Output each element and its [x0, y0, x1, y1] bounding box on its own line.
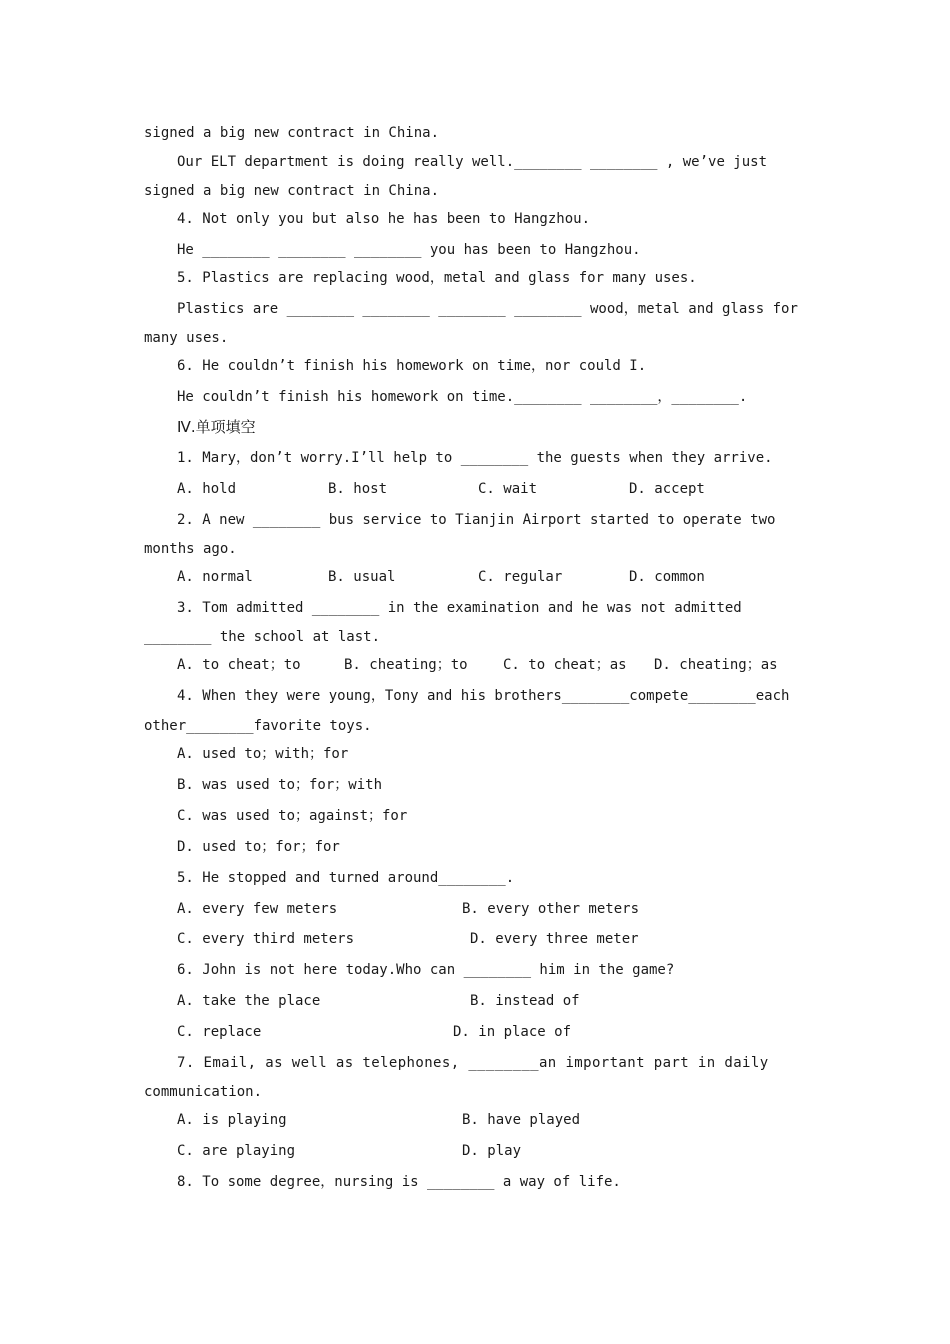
question-stem: 7. Email, as well as telephones, ________an important part in daily [177, 1055, 769, 1071]
option-d: D. cheating；as [654, 657, 778, 673]
section-heading: Ⅳ.单项填空 [177, 418, 256, 436]
option-c: C. replace [177, 1024, 262, 1040]
option-b: B. every other meters [462, 901, 640, 917]
option-a: A. normal [177, 569, 253, 585]
option-d: D. play [462, 1143, 522, 1159]
option-c: C. to cheat；as [503, 657, 627, 673]
text-line: He couldn’t finish his homework on time.________ ________，________. [177, 389, 748, 405]
option-b: B. host [328, 481, 388, 497]
text-fragment: Our ELT department is doing really well.________ ________ , we’ve just [177, 154, 768, 170]
option-c: C. regular [478, 569, 563, 585]
text-line: many uses. [144, 330, 229, 346]
option-b: B. instead of [470, 993, 580, 1009]
text-line: ________ the school at last. [144, 629, 381, 645]
text-line: signed a big new contract in China. [144, 183, 440, 199]
option-d: D. in place of [453, 1024, 572, 1040]
option-a: A. take the place [177, 993, 321, 1009]
option-b: B. have played [462, 1112, 581, 1128]
question-stem: 1. Mary，don’t worry.I’ll help to ________ the guests when they arrive. [177, 450, 773, 466]
option-c: C. was used to；against；for [177, 808, 408, 824]
question-stem: 6. He couldn’t finish his homework on time，nor could I. [177, 358, 647, 374]
text-line: He ________ ________ ________ you has been to Hangzhou. [177, 242, 641, 258]
option-d: D. accept [629, 481, 705, 497]
option-b: B. cheating；to [344, 657, 468, 673]
text-line: other________favorite toys. [144, 718, 372, 734]
question-stem: 8. To some degree，nursing is ________ a way of life. [177, 1174, 621, 1190]
option-a: A. to cheat；to [177, 657, 301, 673]
option-a: A. every few meters [177, 901, 338, 917]
question-stem: 5. He stopped and turned around________. [177, 870, 515, 886]
option-c: C. wait [478, 481, 538, 497]
text-line: signed a big new contract in China. [144, 125, 440, 141]
question-stem: 6. John is not here today.Who can ________ him in the game? [177, 962, 675, 978]
option-a: A. is playing [177, 1112, 287, 1128]
text-line [177, 153, 806, 171]
question-stem: 4. When they were young，Tony and his brothers________compete________each [177, 688, 790, 704]
option-d: D. used to；for；for [177, 839, 340, 855]
text-line: Plastics are ________ ________ ________ ________ wood，metal and glass for [177, 301, 798, 317]
option-d: D. every three meter [470, 931, 639, 947]
option-b: B. usual [328, 569, 396, 585]
question-stem: 4. Not only you but also he has been to Hangzhou. [177, 211, 591, 227]
option-c: C. every third meters [177, 931, 355, 947]
question-stem: 3. Tom admitted ________ in the examination and he was not admitted [177, 600, 742, 616]
text-line: communication. [144, 1084, 263, 1100]
question-stem: 2. A new ________ bus service to Tianjin Airport started to operate two [177, 512, 776, 528]
option-a: A. hold [177, 481, 237, 497]
option-d: D. common [629, 569, 705, 585]
option-c: C. are playing [177, 1143, 296, 1159]
question-stem: 5. Plastics are replacing wood，metal and glass for many uses. [177, 270, 697, 286]
option-a: A. used to；with；for [177, 746, 349, 762]
text-line: months ago. [144, 541, 237, 557]
option-b: B. was used to；for；with [177, 777, 383, 793]
